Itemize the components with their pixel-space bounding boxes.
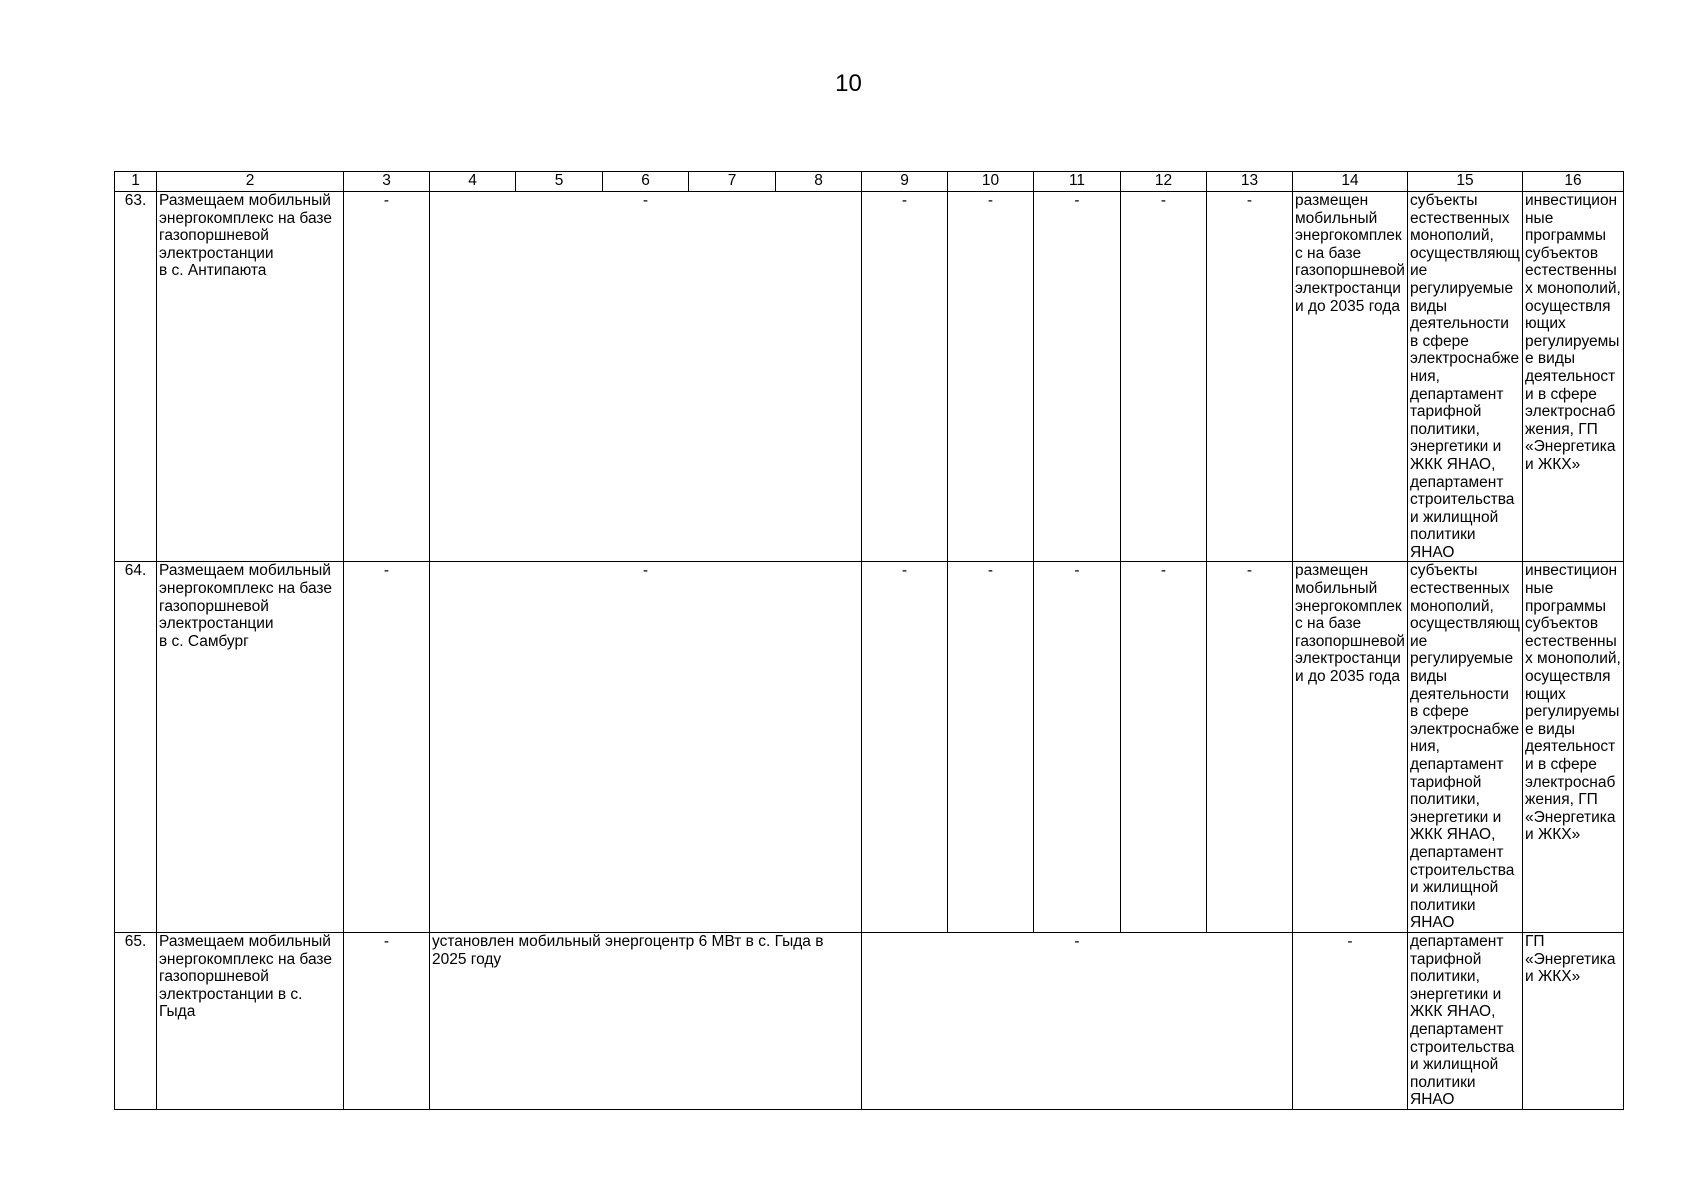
row-number: 63. [115, 192, 157, 562]
responsible-cell: субъекты естественных монополий, осуществляющие регулируемые виды деятельности в сфере электроснабжения, департамент тарифной политики, энергетики и ЖКК ЯНАО, департамент строительства и жилищной политики ЯНАО [1408, 562, 1523, 932]
cell-col12: - [1121, 562, 1207, 932]
column-header: 6 [603, 172, 689, 192]
table-row [115, 192, 1624, 562]
column-header: 11 [1034, 172, 1121, 192]
column-header: 1 [115, 172, 157, 192]
column-header: 7 [689, 172, 776, 192]
column-header: 12 [1121, 172, 1207, 192]
column-header: 15 [1408, 172, 1523, 192]
source-cell: ГП «Энергетика и ЖКХ» [1523, 932, 1624, 1109]
column-header: 2 [157, 172, 344, 192]
column-header: 4 [430, 172, 516, 192]
table-row [115, 562, 1624, 932]
cell-col3: - [344, 932, 430, 1109]
measure-name: Размещаем мобильный энергокомплекс на базе газопоршневой электростанции в с. Антипаюта [157, 192, 344, 562]
cell-col4-8: - [430, 562, 862, 932]
measure-name: Размещаем мобильный энергокомплекс на базе газопоршневой электростанции в с. Гыда [157, 932, 344, 1109]
column-header: 8 [776, 172, 862, 192]
column-header: 5 [516, 172, 603, 192]
source-cell: инвестиционные программы субъектов естественных монополий, осуществляющих регулируемые виды деятельности в сфере электроснабжения, ГП «Энергетика и ЖКХ» [1523, 192, 1624, 562]
cell-col4-8: - [430, 192, 862, 562]
result-cell: размещен мобильный энергокомплекс на базе газопоршневой электростанции до 2035 года [1293, 562, 1408, 932]
row-number: 64. [115, 562, 157, 932]
measures-table [114, 171, 1624, 1110]
cell-col9-13: - [862, 932, 1293, 1109]
cell-col3: - [344, 562, 430, 932]
column-header: 9 [862, 172, 948, 192]
source-cell: инвестиционные программы субъектов естественных монополий, осуществляющих регулируемые виды деятельности в сфере электроснабжения, ГП «Энергетика и ЖКХ» [1523, 562, 1624, 932]
cell-col11: - [1034, 562, 1121, 932]
cell-col4-8: установлен мобильный энергоцентр 6 МВт в с. Гыда в 2025 году [430, 932, 862, 1109]
column-header: 10 [948, 172, 1034, 192]
responsible-cell: департамент тарифной политики, энергетики и ЖКК ЯНАО, департамент строительства и жилищной политики ЯНАО [1408, 932, 1523, 1109]
row-number: 65. [115, 932, 157, 1109]
cell-col13: - [1207, 562, 1293, 932]
cell-col9: - [862, 192, 948, 562]
page-number: 10 [835, 70, 862, 97]
cell-col10: - [948, 192, 1034, 562]
cell-col11: - [1034, 192, 1121, 562]
column-header: 14 [1293, 172, 1408, 192]
responsible-cell: субъекты естественных монополий, осуществляющие регулируемые виды деятельности в сфере электроснабжения, департамент тарифной политики, энергетики и ЖКК ЯНАО, департамент строительства и жилищной политики ЯНАО [1408, 192, 1523, 562]
cell-col13: - [1207, 192, 1293, 562]
cell-col3: - [344, 192, 430, 562]
column-header: 3 [344, 172, 430, 192]
measure-name: Размещаем мобильный энергокомплекс на базе газопоршневой электростанции в с. Самбург [157, 562, 344, 932]
result-cell: размещен мобильный энергокомплекс на базе газопоршневой электростанции до 2035 года [1293, 192, 1408, 562]
cell-col9: - [862, 562, 948, 932]
table-row [115, 932, 1624, 1109]
result-cell: - [1293, 932, 1408, 1109]
cell-col12: - [1121, 192, 1207, 562]
header-row [115, 172, 1624, 192]
cell-col10: - [948, 562, 1034, 932]
column-header: 13 [1207, 172, 1293, 192]
column-header: 16 [1523, 172, 1624, 192]
